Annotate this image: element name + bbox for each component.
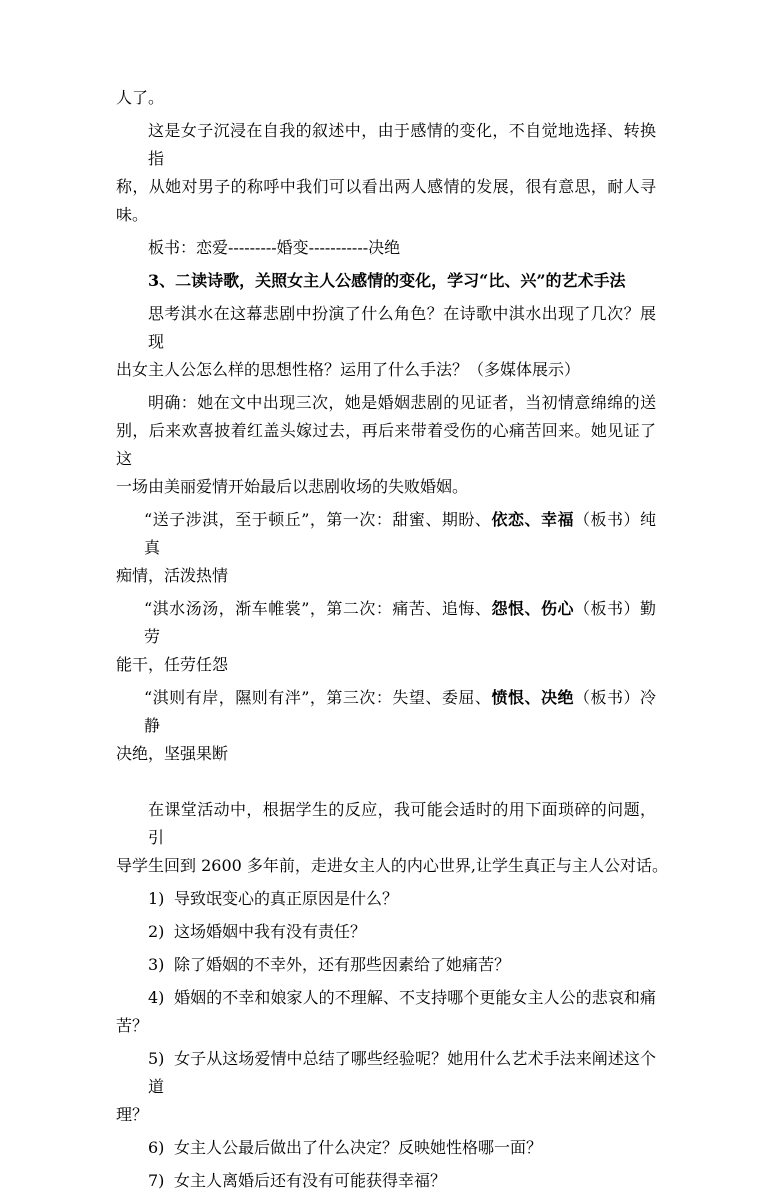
paragraph-line — [116, 595, 656, 651]
quote-text: “淇则有岸，隰则有泮”，第三次：失望、委屈、 — [144, 688, 492, 707]
occurrence-paragraph-1 — [116, 506, 656, 590]
trait-text: （板书）纯真 — [144, 510, 656, 557]
list-item-line — [116, 1045, 656, 1101]
paragraph-line: 别，后来欢喜披着红盖头嫁过去，再后来带着受伤的心痛苦回来。她见证了这 — [116, 421, 656, 468]
paragraph-line: 思考淇水在这幕悲剧中扮演了什么角色？在诗歌中淇水出现了几次？展现 — [148, 304, 656, 351]
occurrence-paragraph-3 — [116, 684, 656, 768]
section-heading: 3、二读诗歌，关照女主人公感情的变化，学习“比、兴”的艺术手法 — [148, 271, 626, 290]
list-item — [116, 885, 656, 913]
list-item-line — [116, 951, 656, 979]
list-item — [116, 984, 656, 1040]
occurrence-paragraph-2 — [116, 595, 656, 679]
list-item-line — [116, 984, 656, 1012]
paragraph-line — [116, 506, 656, 562]
list-number: 1) — [148, 889, 165, 908]
address-paragraph — [116, 117, 656, 229]
list-item-line — [116, 1167, 656, 1195]
list-number: 4) — [148, 988, 165, 1007]
list-item-line — [116, 918, 656, 946]
list-number: 5) — [148, 1049, 165, 1068]
board-notes: 板书：恋爱---------婚变-----------决绝 — [148, 238, 401, 257]
list-text: 女主人离婚后还有没有可能获得幸福？ — [174, 1171, 447, 1190]
list-item — [116, 951, 656, 979]
question-paragraph — [116, 300, 656, 384]
list-item — [116, 1045, 656, 1129]
paragraph-line: 一场由美丽爱情开始最后以悲剧收场的失败婚姻。 — [116, 477, 469, 496]
paragraph-line: 痴情，活泼热情 — [116, 566, 229, 585]
quote-text: “送子涉淇，至于顿丘”，第一次：甜蜜、期盼、 — [144, 510, 492, 529]
paragraph-line: 在课堂活动中，根据学生的反应，我可能会适时的用下面琐碎的问题，引 — [148, 800, 656, 847]
list-item-line — [116, 885, 656, 913]
emotion-keywords: 依恋、幸福 — [491, 510, 574, 529]
paragraph-line: 能干，任劳任怨 — [116, 655, 229, 674]
list-text: 女子从这场爱情中总结了哪些经验呢？她用什么艺术手法来阐述这个道 — [148, 1049, 656, 1096]
list-text: 婚姻的不幸和娘家人的不理解、不支持哪个更能女主人公的悲哀和痛 — [174, 988, 656, 1007]
list-number: 3) — [148, 955, 165, 974]
paragraph-line: 称，从她对男子的称呼中我们可以看出两人感情的发展，很有意思，耐人寻 — [116, 177, 656, 196]
paragraph-line: 明确：她在文中出现三次，她是婚姻悲剧的见证者，当初情意绵绵的送 — [148, 393, 656, 412]
quote-text: “淇水汤汤，渐车帷裳”，第二次：痛苦、追悔、 — [144, 599, 492, 618]
list-number: 6) — [148, 1138, 165, 1157]
list-item-line — [116, 1134, 656, 1162]
answer-paragraph — [116, 389, 656, 501]
activity-paragraph — [116, 796, 668, 880]
list-item — [116, 918, 656, 946]
trait-text: （板书）勤劳 — [144, 599, 656, 646]
list-item-continuation: 苦？ — [116, 1016, 149, 1035]
list-text: 导致氓变心的真正原因是什么？ — [174, 889, 399, 908]
paragraph-line: 出女主人公怎么样的思想性格？运用了什么手法？（多媒体展示） — [116, 360, 581, 379]
list-text: 这场婚姻中我有没有责任？ — [174, 922, 367, 941]
list-text: 女主人公最后做出了什么决定？反映她性格哪一面？ — [174, 1138, 543, 1157]
paragraph-line: 这是女子沉浸在自我的叙述中，由于感情的变化，不自觉地选择、转换指 — [148, 121, 656, 168]
trait-text: （板书）冷静 — [144, 688, 656, 735]
list-item — [116, 1167, 656, 1195]
list-number: 2) — [148, 922, 165, 941]
emotion-keywords: 愤恨、决绝 — [491, 688, 574, 707]
list-item — [116, 1134, 656, 1162]
paragraph-line: 味。 — [116, 205, 149, 224]
emotion-keywords: 怨恨、伤心 — [491, 599, 574, 618]
list-text: 除了婚姻的不幸外，还有那些因素给了她痛苦？ — [174, 955, 511, 974]
paragraph-line: 决绝，坚强果断 — [116, 744, 229, 763]
question-list — [116, 885, 656, 1195]
intro-line: 人了。 — [116, 88, 165, 107]
list-number: 7) — [148, 1171, 165, 1190]
paragraph-line: 导学生回到 2600 多年前，走进女主人的内心世界,让学生真正与主人公对话。 — [116, 856, 668, 875]
list-item-continuation: 理？ — [116, 1105, 149, 1124]
paragraph-line — [116, 684, 656, 740]
document-page — [116, 84, 668, 1195]
